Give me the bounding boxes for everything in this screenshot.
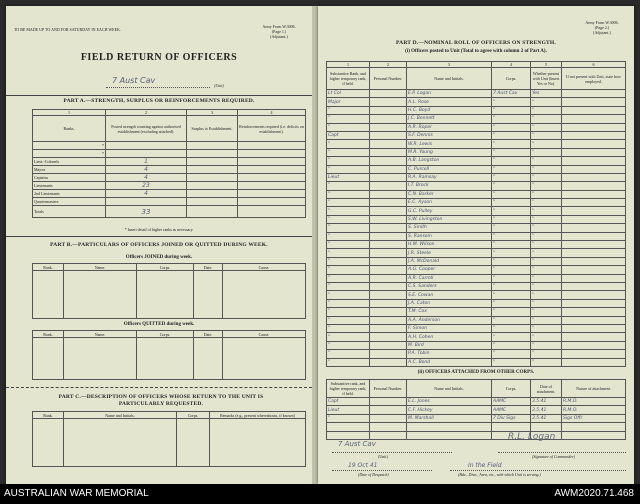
table-row: Lieut R.A. Ramsay " ": [327, 173, 626, 181]
table-row: " M.R. Young " ": [327, 148, 626, 156]
date-value: 19 Oct 41: [348, 462, 378, 469]
table-row: [327, 423, 626, 431]
rank-label: Quartermasters: [33, 198, 106, 206]
table-row: " F. Simon " ": [327, 324, 626, 332]
table-row: " H.C. Boyd " ": [327, 106, 626, 114]
table-row: " S.W. Livingston " ": [327, 215, 626, 223]
nominal-roll-table: 1 2 3 4 5 6 Substantive Rank, and higher temporary rank, if held. Personal Number. Name and Initials. Corps. Whether present with Unit (Insert Yes or No). If not present with Unit, state how employed. Lt Col E.P. Logan 7 Aust Cav Yes Major A.L. Rose " " " H.C. Boyd " " " J.C. Bennett " " " A.R. Roper " " Capt S.F. Dennis " " " W.R. Lewis " " " M.R. Young " " " A.B. Langston " " " C. Purcell " " Lieut R.A. Ramsay " " " I.T. Brock " " " C.N. Barker " " " E.C. Ayson " " " G.C. Pulley " " " S.W. Livingston " " " S. Smith " " " S. Ransom " " " H.M. Wilson " " " J.R. Steele " " " J.A. McDonald " " " A.G. Cooper " " " A.R. Carroll " " " C.S. Sanders " " " S.E. Cowan " " " J.A. Caton " " " T.M. Cox " " " A.A. Anderson " " " F. Simon " " " A.H. Cohen " " " M. Bird " " " P.A. Tobin " " " A.C. Bond " ": [326, 61, 626, 367]
table-row: " C.S. Sanders " ": [327, 282, 626, 290]
attached-table: Substantive rank, and higher temporary rank, if held. Personal Number. Name and Initials. Corps. Date of attachment. Nature of attachment. Capt E.L. Jones AAMC 3.5.41 R.M.O. Lieut C.F. Hickey AAMC 3.5.41 R.M.O. " M. Marshall 7 Div Sigs 3.5.41 Sigs Offr: [326, 379, 626, 440]
army-form-ref-2: Army Form W.3006. (Page 2.) (Adjutant.): [585, 20, 619, 35]
quitted-table: Rank. Name. Corps. Date. Cause.: [32, 330, 306, 380]
table-row: Capt E.L. Jones AAMC 3.5.41 R.M.O.: [327, 398, 626, 406]
army-form-ref: Army Form W.3006. (Page 1.) (Adjutant.): [262, 24, 296, 39]
footer-right: AWM2020.71.468: [554, 488, 634, 499]
table-row: " H.M. Wilson " ": [327, 241, 626, 249]
partC-title: PART C.—DESCRIPTION OF OFFICERS WHOSE RETURN TO THE UNIT IS PARTICULARLY REQUESTED.: [58, 394, 264, 407]
table-row: " A.R. Carroll " ": [327, 274, 626, 282]
partC-table: Rank. Name and Initials. Corps. Remarks (e.g., present whereabouts, if known): [32, 411, 306, 467]
table-row: " J.C. Bennett " ": [327, 115, 626, 123]
sig-label: (Signature of Commander): [532, 454, 575, 459]
partA-table: 1 2 3 4 Ranks. Posted strength counting against authorised establishment (excluding attached). Surplus to Establishment. Reinforcements required (i.e. deficits on establishment). * * Lieut.-Colonels 1 Majors 4 Captains 4 Lieutenants 23 2nd Lieutenants 4 Quartermasters Totals 33: [34, 110, 304, 216]
table-row: " T.M. Cox " ": [327, 308, 626, 316]
table-row: " A.H. Cohen " ": [327, 333, 626, 341]
table-row: Major A.L. Rose " ": [327, 98, 626, 106]
date-label: (Date of Despatch): [358, 472, 389, 477]
joined-table: Rank. Name. Corps. Date. Cause.: [32, 263, 306, 319]
table-row: " J.A. Caton " ": [327, 299, 626, 307]
partA-title: PART A.—STRENGTH, SURPLUS OR REINFORCEMENTS REQUIRED.: [63, 98, 255, 104]
attached-title: (ii) OFFICERS ATTACHED FROM OTHER CORPS.: [417, 370, 535, 375]
total-value: 33: [106, 206, 187, 218]
table-row: Capt S.F. Dennis " ": [327, 131, 626, 139]
footer-left: AUSTRALIAN WAR MEMORIAL: [4, 488, 149, 499]
table-row: " J.R. Steele " ": [327, 249, 626, 257]
table-row: Lt Col E.P. Logan 7 Aust Cav Yes: [327, 90, 626, 98]
place-label: (Bde., Divn., Area, etc., with which Unit is serving.): [458, 472, 541, 477]
table-row: " A.G. Cooper " ": [327, 266, 626, 274]
joined-title: Officers JOINED during week.: [125, 255, 193, 260]
partA-footnote: * Insert detail of higher ranks as necessary.: [124, 227, 194, 232]
table-row: " A.C. Bond " ": [327, 358, 626, 366]
roll-body: [327, 90, 626, 367]
table-row: " E.C. Ayson " ": [327, 199, 626, 207]
table-row: " J.A. McDonald " ": [327, 257, 626, 265]
partB-title: PART B.—PARTICULARS OF OFFICERS JOINED OR QUITTED DURING WEEK.: [50, 242, 268, 248]
rank-label: 2nd Lieutenants: [33, 190, 106, 198]
table-row: " P.A. Tobin " ": [327, 350, 626, 358]
right-page: [318, 6, 634, 484]
signature: R.L. Logan: [508, 432, 556, 442]
table-row: Lieut C.F. Hickey AAMC 3.5.41 R.M.O.: [327, 406, 626, 414]
table-row: " A.A. Anderson " ": [327, 316, 626, 324]
footer-bar: [0, 484, 640, 504]
partD-sub: (i) Officers posted to Unit (Total to agree with column 2 of Part A).: [405, 49, 547, 54]
quitted-title: Officers QUITTED during week.: [123, 322, 195, 327]
unit-label: (Unit): [214, 83, 224, 88]
top-note: TO BE MADE UP TO AND FOR SATURDAY IN EACH WEEK.: [14, 27, 121, 32]
table-row: " C.N. Barker " ": [327, 190, 626, 198]
partD-title: PART D.—NOMINAL ROLL OF OFFICERS ON STRENGTH.: [396, 40, 556, 46]
table-row: [327, 431, 626, 439]
table-row: " C. Purcell " ": [327, 165, 626, 173]
rank-label: Captains: [33, 174, 106, 182]
table-row: " S. Smith " ": [327, 224, 626, 232]
table-row: " A.R. Roper " ": [327, 123, 626, 131]
table-row: " S. Ransom " ": [327, 232, 626, 240]
unit-value: 7 Aust Cav: [112, 76, 156, 85]
table-row: " W.R. Lewis " ": [327, 140, 626, 148]
table-row: " S.E. Cowan " ": [327, 291, 626, 299]
rank-label: Lieut.-Colonels: [33, 158, 106, 166]
table-row: " A.B. Langston " ": [327, 157, 626, 165]
unit-value-2: 7 Aust Cav: [338, 440, 376, 448]
form-title: FIELD RETURN OF OFFICERS: [80, 52, 238, 63]
attached-body: [327, 398, 626, 440]
table-row: " M. Bird " ": [327, 341, 626, 349]
table-row: " G.C. Pulley " ": [327, 207, 626, 215]
table-row: " I.T. Brock " ": [327, 182, 626, 190]
rank-label: Majors: [33, 166, 106, 174]
unit-label-2: (Unit): [378, 454, 388, 459]
place-value: In the Field: [468, 462, 502, 469]
left-page: [6, 6, 312, 484]
table-row: " M. Marshall 7 Div Sigs 3.5.41 Sigs Offr: [327, 414, 626, 422]
rank-label: Lieutenants: [33, 182, 106, 190]
